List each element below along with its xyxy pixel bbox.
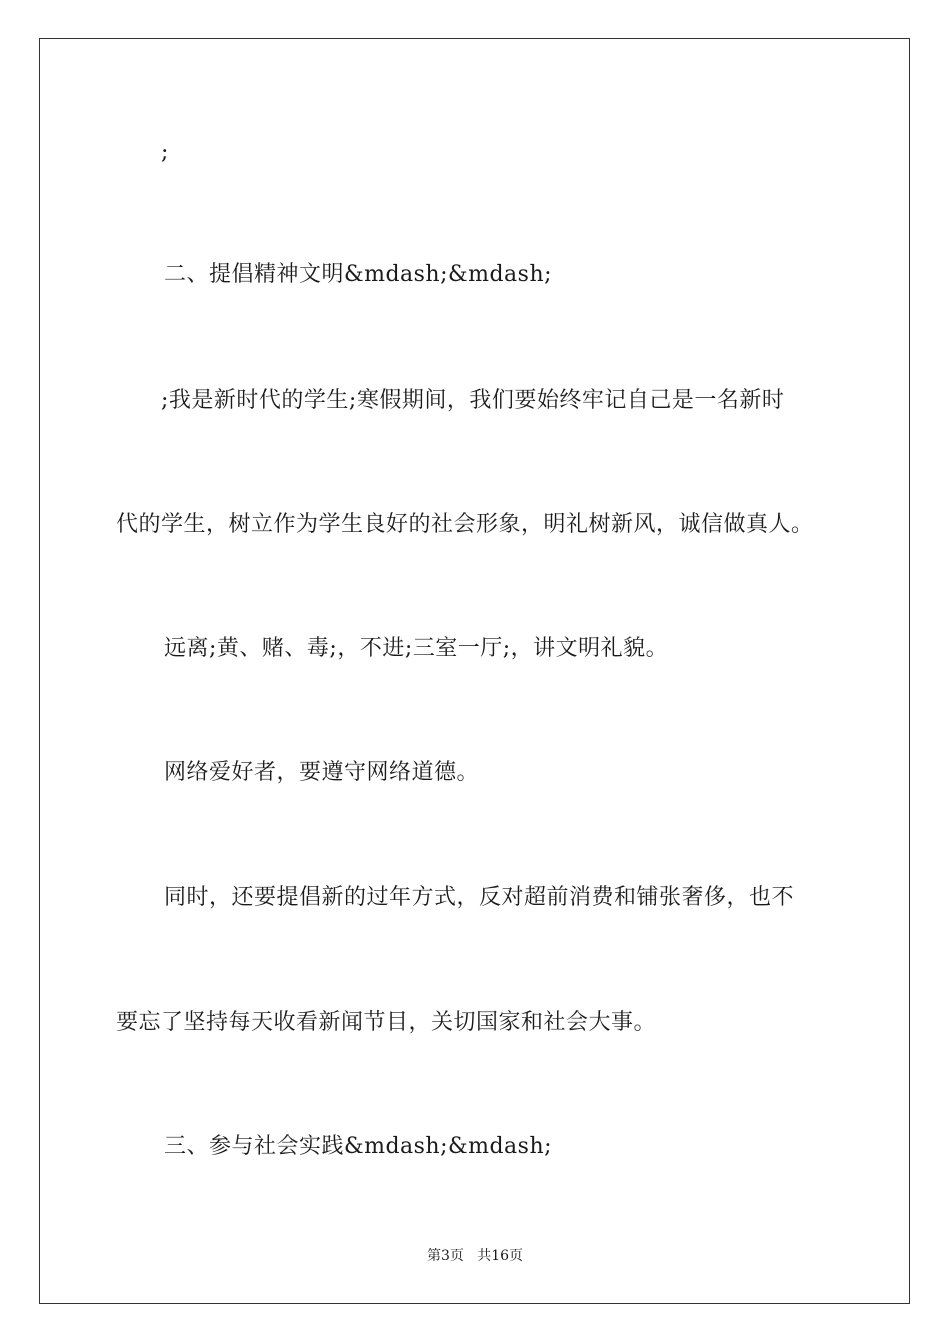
section-heading-3: 三、参与社会实践&mdash;&mdash; <box>164 1134 553 1159</box>
text-line-4: 代的学生，树立作为学生良好的社会形象，明礼树新风，诚信做真人。 <box>116 512 814 537</box>
text-line-8: 要忘了坚持每天收看新闻节目，关切国家和社会大事。 <box>116 1010 657 1035</box>
text-line-6: 网络爱好者，要遵守网络道德。 <box>164 760 480 785</box>
page-number-footer: 第3页 共16页 <box>426 1248 524 1264</box>
text-line-7: 同时，还要提倡新的过年方式，反对超前消费和铺张奢侈，也不 <box>164 885 795 910</box>
text-line-1: ; <box>161 140 169 165</box>
section-heading-2: 二、提倡精神文明&mdash;&mdash; <box>164 262 553 287</box>
page-border <box>39 38 910 1304</box>
text-line-5: 远离;黄、赌、毒;，不进;三室一厅;，讲文明礼貌。 <box>164 636 669 661</box>
text-line-3: ;我是新时代的学生;寒假期间，我们要始终牢记自己是一名新时 <box>161 388 785 413</box>
